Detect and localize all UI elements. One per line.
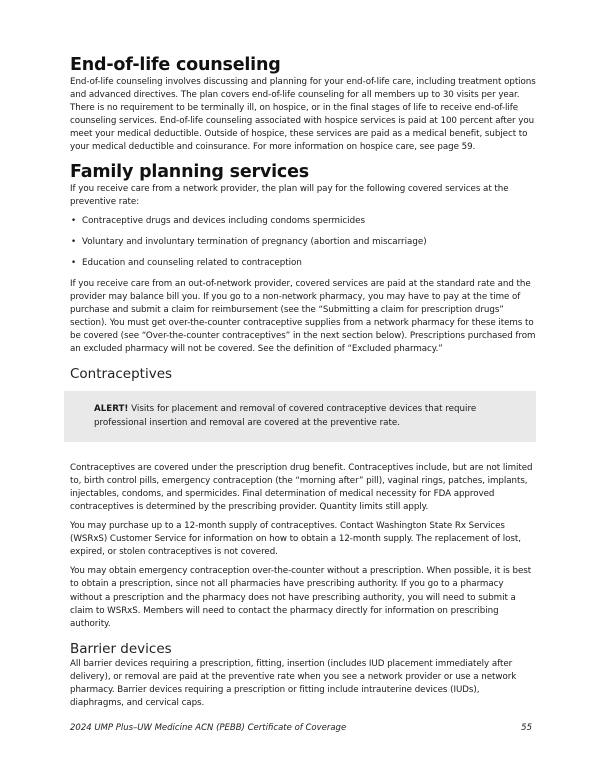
list-item [70, 236, 536, 249]
list-item-text: Education and counseling related to contraception [82, 257, 302, 268]
family-planning-paragraph: If you receive care from an out-of-network provider, covered services are paid at the standard rate and the provider may balance bill you. If you go to a non-network pharmacy, you may have to pay at the time of purchase and submit a claim for reimbursement (see the “Submitting a claim for prescription drugs” section). You must get over-the-counter contraceptive supplies from a network pharmacy for these items to be covered (see “Over-the-counter contraceptives” in the next section below). Prescriptions purchased from an excluded pharmacy will not be covered. See the definition of “Excluded pharmacy.” [70, 278, 536, 355]
contraceptives-paragraph-1: Contraceptives are covered under the prescription drug benefit. Contraceptives include, but are not limited to, birth control pills, emergency contraception (the “morning after” pill), vaginal rings, patches, implants, injectables, condoms, and spermicides. Final determination of medical necessity for FDA approved contraceptives is determined by the prescribing provider. Quantity limits still apply. [70, 462, 533, 512]
contraceptives-heading: Contraceptives [70, 366, 173, 383]
bullet-icon: • [71, 236, 77, 247]
list-item [70, 257, 536, 270]
family-planning-heading: Family planning services [70, 161, 309, 182]
alert-box [64, 391, 536, 441]
contraceptives-paragraph-3: You may obtain emergency contraception over-the-counter without a prescription. When possible, it is best to obtain a prescription, since not all pharmacies have prescribing authority. If you go to a pharmacy without a prescription and the pharmacy does not have prescribing authority, you will need to submit a claim to WSRxS. Members will need to contact the pharmacy directly for information on prescribing authority. [70, 566, 532, 629]
family-planning-intro: If you receive care from a network provider, the plan will pay for the following covered services at the preventive rate: [70, 183, 509, 207]
page-footer [70, 723, 532, 733]
footer-title: 2024 UMP Plus–UW Medicine ACN (PEBB) Certificate of Coverage [70, 723, 347, 733]
bullet-icon: • [71, 257, 77, 268]
alert-label: ALERT! [94, 404, 129, 415]
list-item-text: Contraceptive drugs and devices including condoms spermicides [82, 215, 365, 226]
barrier-devices-paragraph: All barrier devices requiring a prescription, fitting, insertion (includes IUD placement immediately after delivery), or removal are paid at the preventive rate when you see a network provider or use a network pharmacy. Barrier devices requiring a prescription or fitting include intrauterine devices (IUDs), diaphragms, and cervical caps. [70, 658, 517, 709]
family-planning-list [70, 215, 536, 270]
page-content [70, 54, 536, 710]
alert-text-block [94, 403, 522, 429]
list-item-text: Voluntary and involuntary termination of pregnancy (abortion and miscarriage) [82, 236, 427, 247]
contraceptives-paragraph-2: You may purchase up to a 12-month supply of contraceptives. Contact Washington State Rx Services (WSRxS) Customer Service for information on how to obtain a 12-month supply. The replacement of lost, expired, or stolen contraceptives is not covered. [70, 521, 521, 558]
bullet-icon: • [71, 215, 77, 226]
alert-message: Visits for placement and removal of covered contraceptive devices that require professional insertion and removal are covered at the preventive rate. [94, 404, 477, 428]
eol-paragraph: End-of-life counseling involves discussing and planning for your end-of-life care, including treatment options and advanced directives. The plan covers end-of-life counseling for all members up to 30 visits per year. There is no requirement to be terminally ill, on hospice, or in the final stages of life to receive end-of-life counseling services. End-of-life counseling associated with hospice services is paid at 100 percent after you meet your medical deductible. Outside of hospice, these services are paid as a medical benefit, subject to your medical deductible and coinsurance. For more information on hospice care, see page 59. [70, 77, 536, 153]
eol-heading: End-of-life counseling [70, 55, 281, 75]
barrier-devices-heading: Barrier devices [70, 640, 172, 657]
list-item [70, 215, 536, 228]
page-number: 55 [521, 723, 532, 733]
